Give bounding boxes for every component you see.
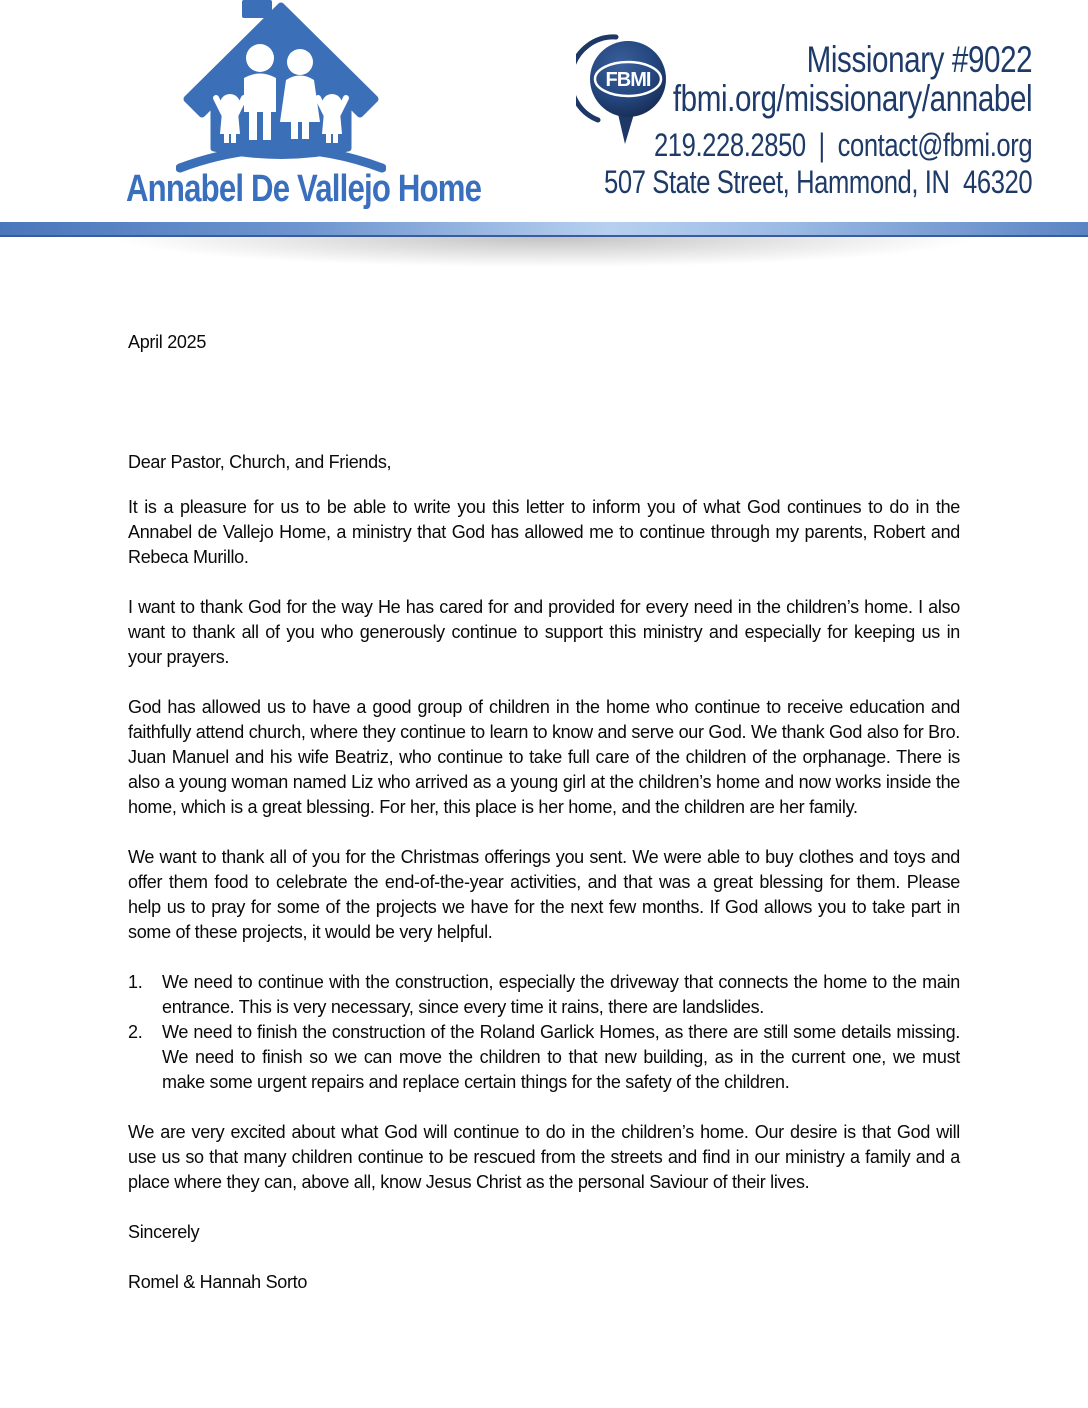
- letter-body: [128, 330, 960, 1295]
- list-item: [128, 970, 960, 1020]
- closing-word: Sincerely: [128, 1222, 200, 1242]
- phone-email-row: [604, 127, 1032, 164]
- list-text: We need to continue with the construction, especially the driveway that connects the home to the main entrance. This is very necessary, since every time it rains, there are landslides.: [162, 972, 960, 1017]
- street-address: 507 State Street, Hammond, IN 46320: [603, 164, 1032, 200]
- letter-paragraph: I want to thank God for the way He has cared for and provided for every need in the children’s home. I also want to thank all of you who generously continue to support this ministry and especially for keeping us in your prayers.: [128, 597, 960, 667]
- letter-paragraph: We are very excited about what God will continue to do in the children’s home. Our desire is that God will use us so that many children continue to be rescued from the streets and find in our ministry a family and a place where they can, above all, know Jesus Christ as the personal Saviour of their lives.: [128, 1122, 960, 1192]
- letter-paragraph: God has allowed us to have a good group of children in the home who continue to receive education and faithfully attend church, where they continue to learn to know and serve our God. We thank God also for Bro. Juan Manuel and his wife Beatriz, who continue to take full care of the children of the orphanage. There is also a young woman named Liz who arrived as a young girl at the children’s home and now works inside the home, which is a great blessing. For her, this place is her home, and the children are her family.: [128, 697, 960, 817]
- email-address: contact@fbmi.org: [837, 127, 1032, 163]
- org-name: Annabel De Vallejo Home: [126, 168, 482, 210]
- salutation: Dear Pastor, Church, and Friends,: [128, 452, 392, 472]
- letter-paragraph: We want to thank all of you for the Christmas offerings you sent. We were able to buy clothes and toys and offer them food to celebrate the end-of-the-year activities, and that was a great blessing for them. Please help us to pray for some of the projects we have for the next few months. If God allows you to take part in some of these projects, it would be very helpful.: [128, 847, 960, 942]
- family-house-logo-icon: [176, 0, 386, 178]
- list-number: 1.: [128, 972, 143, 992]
- letter-date: April 2025: [128, 332, 207, 352]
- prayer-projects-list: [128, 970, 960, 1095]
- list-number: 2.: [128, 1022, 143, 1042]
- fbmi-logo-text: FBMI: [605, 69, 651, 91]
- header-contact-block: [604, 40, 1032, 201]
- letter-paragraph: It is a pleasure for us to be able to write you this letter to inform you of what God continues to do in the Annabel de Vallejo Home, a ministry that God has allowed me to continue through my parents, Robert and Rebeca Murillo.: [128, 497, 960, 567]
- signature-names: Romel & Hannah Sorto: [128, 1272, 308, 1292]
- list-text: We need to finish the construction of the Roland Garlick Homes, as there are still some details missing. We need to finish so we can move the children to that new building, as in the current one, we must make some urgent repairs and replace certain things for the safety of the children.: [162, 1022, 960, 1092]
- separator-bar: |: [818, 127, 825, 163]
- website-url: fbmi.org/missionary/annabel: [672, 78, 1032, 119]
- divider-shadow: [0, 237, 1088, 279]
- list-item: [128, 1020, 960, 1095]
- divider-bar: [0, 222, 1088, 237]
- phone-number: 219.228.2850: [653, 127, 806, 163]
- missionary-number: Missionary #9022: [806, 39, 1032, 80]
